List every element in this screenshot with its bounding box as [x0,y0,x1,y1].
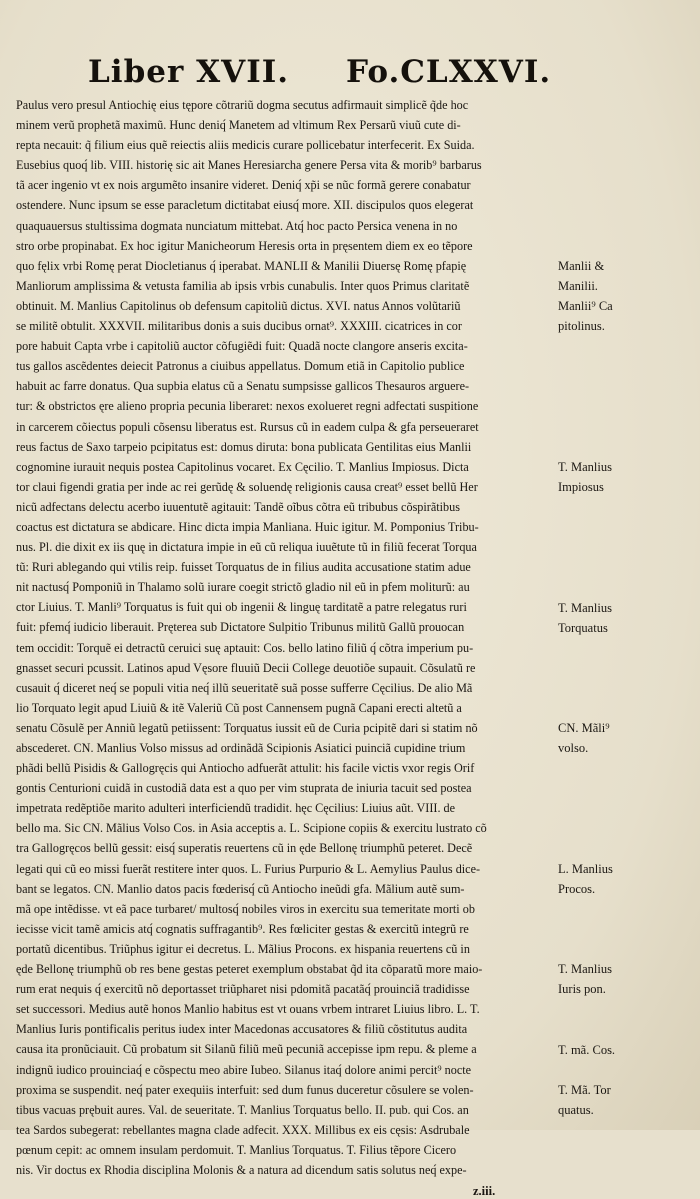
margin-note: L. Manlius [558,861,613,876]
text-line: Manliorum amplissima & vetusta familia ab ipsis vrbis cunabulis. Inter quos Primus claritatẽ [16,278,470,293]
margin-note: Impiosus [558,479,604,494]
text-line: tea Sardos subegerat: rebellantes magna clade adfecit. XXX. Millibus ex eis cęsis: Asdrubale [16,1122,470,1137]
margin-note: Iuris pon. [558,982,606,997]
text-line: senatu Cõsulẽ per Anniũ legatũ petiissent: Torquatus iussit eũ de Curia pcipitẽ dari si statim nõ [16,720,478,735]
text-line: mã ope intẽdisse. vt eã pace turbaret/ multosq́ nobiles viros in exercitu sua temeritate morti ob [16,901,475,916]
margin-note: T. Manlius [558,962,612,977]
text-line: Paulus vero presul Antiochię eius tępore cõtrariũ dogma secutus adfirmauit simplicẽ q̃de hoc [16,98,469,112]
text-line: nit nactusq́ Pomponiũ in Thalamo solũ iurare coegit strictõ gladio nil eũ in pfem moliturũ: au [16,580,470,595]
text-line: impetrata redẽptiõe marito adulteri interficiendũ tradidit. hęc Cęcilius: Liuius aũt. VIII. de [16,801,456,816]
margin-note: Manilii. [558,278,598,293]
text-line: causa ita pronũciauit. Cũ probatum sit Silanũ filiũ meũ pecuniã accepisse ipm repu. & pleme a [16,1042,477,1057]
text-line: portatũ dicentibus. Triũphus igitur ei decretus. L. Mãlius Procons. ex hispania reuertens cũ in [16,941,470,956]
text-line: ctor Liuius. T. Manli⁹ Torquatus is fuit qui ob ingenii & linguę tarditatẽ a patre relegatus ruri [16,600,467,615]
margin-note: Torquatus [558,620,608,635]
text-line: tã acer ingenio vt ex nois argumẽto insanire videret. Deniq́ xp̃i se nũc formã gerere conabatur [16,178,471,193]
margin-note: volso. [558,741,589,756]
margin-note: T. Mã. Tor [558,1082,611,1097]
text-line: iecisse vicit tamẽ amicis atq́ cognatis suffragantib⁹. Res fœliciter gestas & exercitũ integrũ re [16,921,469,936]
margin-note: quatus. [558,1103,594,1117]
text-line: lio Torquato legit apud Liuiũ & itẽ Valeriũ Cũ post Cannensem pugnã Capani erecti altetũ a [16,700,462,715]
text-line: phãdi bellũ Pisidis & Gallogręcis qui Antiocho adfuerãt attulit: his facile victis vxor regis Orif [16,761,475,776]
margin-note: Procos. [558,881,596,896]
catchword: z.iii. [473,1184,496,1199]
margin-note: CN. Mãli⁹ [558,721,610,736]
text-line: tũ: Ruri ablegando qui vtilis reip. fuisset Torquatus de in filius audita accusatione statim adue [16,560,471,575]
margin-note: pitolinus. [558,319,605,334]
text-line: habuit ac farre donatus. Qua supbia elatus cũ a Senatu sumpsisse gallicos Thesauros arguere- [16,379,470,394]
text-line: quo fęlix vrbi Romę perat Diocletianus q́ iperabat. MANLII & Manilii Diuersę Romę pfapię [16,258,467,273]
margin-note: Manlii⁹ Ca [558,299,613,313]
text-line: coactus est dictatura se abdicare. Hinc dicta impia Manliana. Huic igitur. M. Pomponius Tribu- [16,519,479,534]
text-line: tur: & obstrictos ęre alieno propria pecunia liberaret: nexos exolueret regni adfectati suspitione [16,399,479,414]
margin-note: T. Manlius [558,459,612,474]
text-line: legati qui cũ eo missi fuerãt restitere inter quos. L. Furius Purpurio & L. Aemylius Paulus dice- [16,861,481,876]
text-line: quaquauersus stultissima dogmata nunciatum mittebat. Atq́ hoc pacto Persica venena in no [16,218,458,233]
text-line: reus factus de Saxo tarpeio pcipitatus est: domus diruta: bona publicata Gentilitas eius Manlii [16,439,472,454]
text-line: obtinuit. M. Manlius Capitolinus ob defensum capitoliũ dictus. XVI. natus Annos volũtariũ [16,298,461,313]
text-line: ostendere. Nunc ipsum se esse paracletum dictitabat eiusq́ more. XII. discipulos quos elegerat [16,198,474,213]
text-line: minem verũ prophetã maximũ. Hunc deniq́ Manetem ad vltimum Rex Persarũ viuũ cute di- [16,118,461,133]
text-line: in carcerem cõiectus populi cõsensu liberatus est. Rursus cũ in eadem culpa & gfa perseueraret [16,419,479,434]
text-line: tem occidit: Torquẽ ei detractũ ceruici suę aptauit: Cos. bello latino filiũ q́ cõtra imperium pu- [16,640,474,655]
text-line: tibus vacuas prębuit aures. Val. de seueritate. T. Manlius Torquatus bello. II. pub. qui Cos. an [16,1102,469,1117]
text-line: nis. Vir doctus ex Rhodia disciplina Molonis & a natura ad dicendum satis solutus neq́ expe- [16,1162,467,1177]
text-line: proxima se suspendit. neq́ pater exequiis interfuit: sed dum funus duceretur cõsulere se volen- [16,1082,474,1097]
text-line: ęde Bellonę triumphũ ob res bene gestas peteret exemplum obstabat q̃d ita cõparatũ more maio- [16,962,483,977]
main-text-column [16,95,556,1180]
margin-note: T. Manlius [558,600,612,615]
text-line: abscederet. CN. Manlius Volso missus ad ordinãdã Scipionis Asiatici puinciã cupidine trium [16,741,466,755]
text-line: set successori. Medius autẽ honos Manlio habitus est vt ouans vrbem intraret Liuius libro. L. T. [16,1002,480,1017]
running-header [88,48,568,94]
text-line: bant se legatos. CN. Manlio datos pacis fœderisq́ cũ Antiocho ineũdi gfa. Mãlium autẽ sum- [16,881,465,896]
text-line: cusauit q́ diceret neq́ se populi vitia neq́ illũ seueritatẽ suã posse sufferre Cęcilius. De alio Mã [16,680,473,695]
text-line: tra Gallogręcos bellũ gessit: eisq́ superatis reuertens cũ in ęde Bellonę triumphũ peteret. Decẽ [16,841,473,856]
text-line: pore habuit Capta vrbe i capitoliũ auctor cõfugiẽdi fuit: Quadã nocte clangore anseris excita- [16,339,468,354]
text-line: repta necauit: q̃ filium eius quẽ reiectis aliis medicis curare pollicebatur interfecerit. Ex Suida. [16,138,475,153]
text-line: bello ma. Sic CN. Mãlius Volso Cos. in Asia acceptis a. L. Scipione copiis & exercitu lustrato cõ [16,821,487,836]
text-line: Manlius Iuris pontificalis peritus iudex inter Macedonas accusatores & filiũ cõstitutus audita [16,1022,468,1037]
text-line: nus. Pl. die dixit ex iis quę in dictatura impie in eũ cũ reliqua iuuẽtute tũ in filiũ fecerat Torqua [16,540,477,555]
margin-note: Manlii & [558,258,605,273]
text-line: rum erat nequis q́ exercitũ nõ deportasset triũpharet nisi pdomitã pacatãq́ prouinciã tradidisse [16,982,470,997]
text-line: cognomine iurauit nequis postea Capitolinus vocaret. Ex Cęcilio. T. Manlius Impiosus. Dicta [16,459,469,474]
text-line: indignũ iudico prouinciaq́ e cõspectu meo abire Iubeo. Silanus itaq́ dolore animi percit⁹ nocte [16,1062,472,1077]
folio-number: Fo.CLXXVI. [346,54,552,90]
text-line: stro orbe propinabat. Ex hoc igitur Manicheorum Heresis orta in pręsentem diem ex eo tẽpore [16,238,473,253]
book-number: Liber XVII. [88,54,289,90]
text-line: Eusebius quoq́ lib. VIII. historię sic ait Manes Heresiarcha genere Persa vita & morib⁹ barbarus [16,158,482,173]
text-line: se militẽ obtulit. XXXVII. militaribus donis a suis ducibus ornat⁹. XXXIII. cicatrices in cor [16,319,462,334]
text-line: tor claui figendi gratia per inde ac rei gerũdę & soluendę religionis causa creat⁹ esset bellũ Her [16,479,478,494]
text-line: gnasset securi pcussit. Latinos apud Vęsore fluuiũ Decii College deuotiõe supauit. Cõsulatũ re [16,660,476,675]
margin-note: T. mã. Cos. [558,1042,616,1057]
text-line: pœnum cepit: ac omnem insulam perdomuit. T. Manlius Torquatus. T. Filius tẽpore Cicero [16,1142,457,1157]
text-line: nicũ adfectans delectu acerbo iuuentutẽ agitauit: Tandẽ oĩbus cõtra eũ tribubus cõspirãtibus [16,499,460,514]
text-line: tus gallos ascẽdentes deiecit Patronus a ciuibus appellatus. Domum etiã in Capitolio publice [16,359,465,374]
text-line: fuit: pfemq́ iudicio liberauit. Pręterea sub Dictatore Sulpitio Tribunus militũ Gallũ prouocan [16,620,465,635]
text-line: gontis Centurioni cuidã in custodiã data est a quo per vim stuprata de iniuria tacuit sed postea [16,781,472,796]
